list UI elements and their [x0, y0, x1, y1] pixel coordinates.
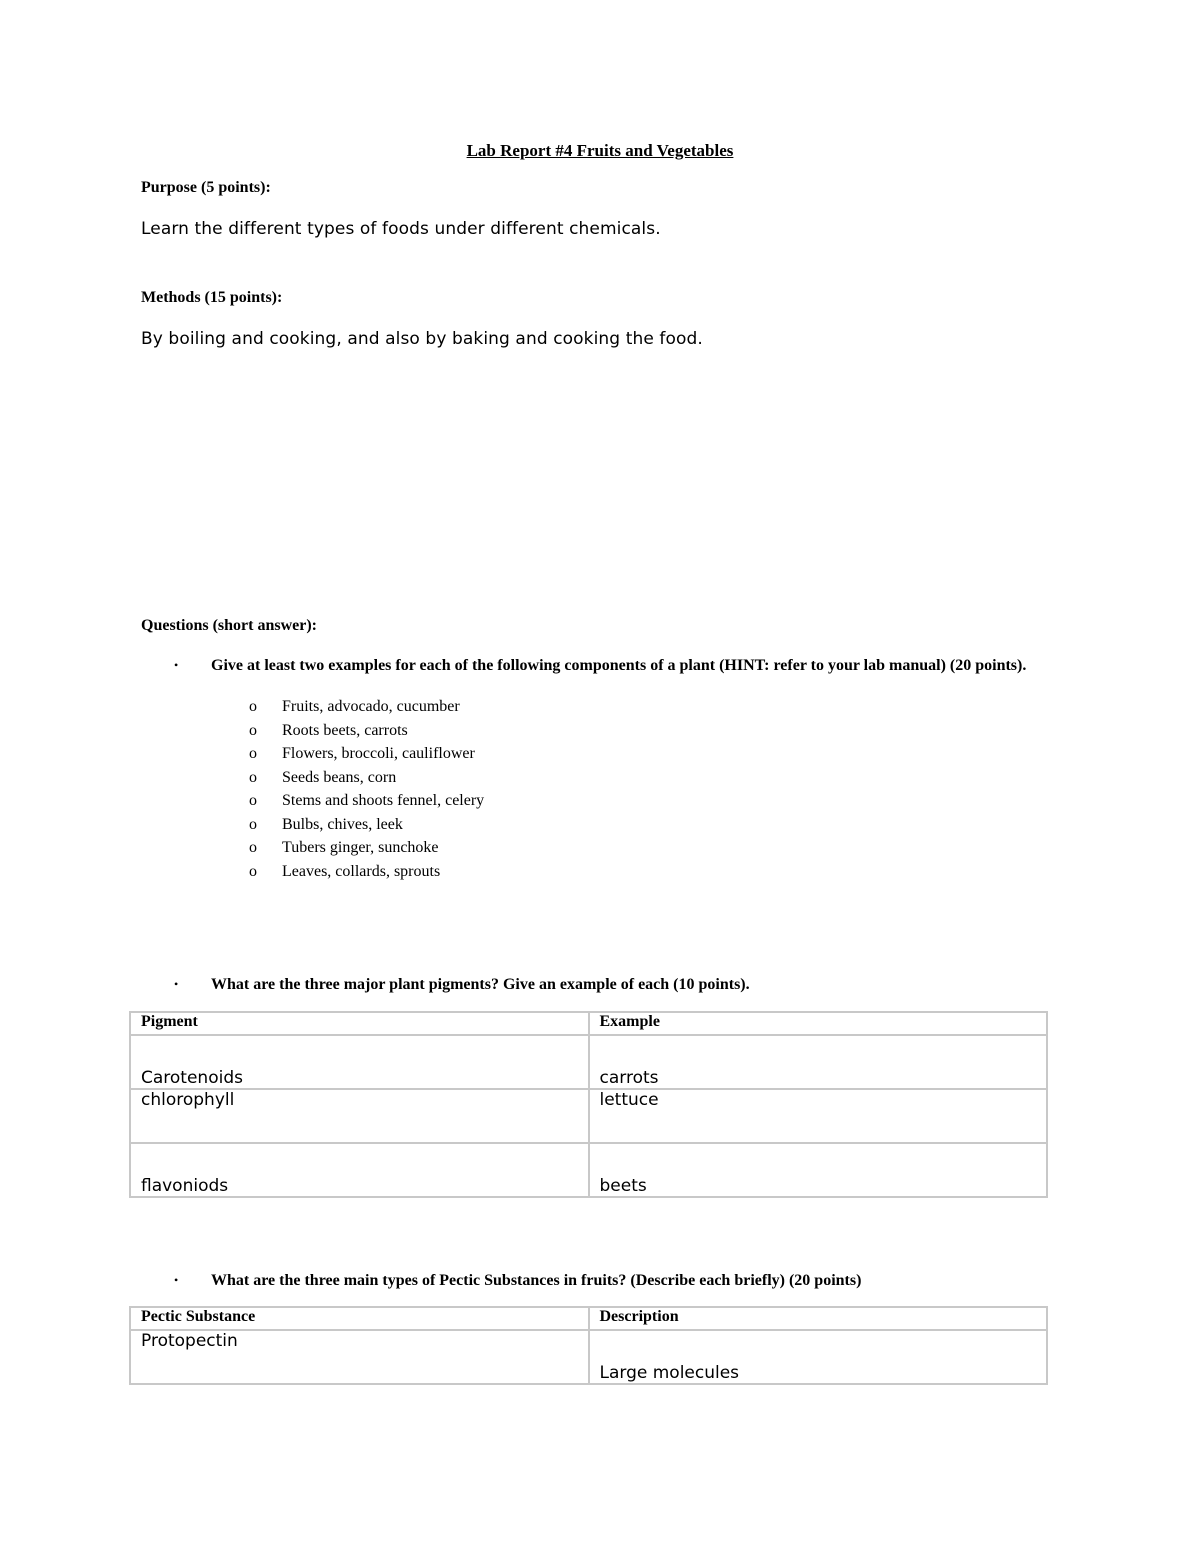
- document-title: Lab Report #4 Fruits and Vegetables: [466, 141, 734, 160]
- sub-bullet-icon: o: [249, 745, 257, 762]
- question-3-text: What are the three main types of Pectic Substances in fruits? (Describe each briefly) (20 points): [211, 1272, 862, 1289]
- list-item: [0, 816, 1200, 840]
- list-item-text: Seeds beans, corn: [282, 768, 397, 786]
- list-item: [0, 792, 1200, 816]
- bullet-icon: •: [174, 658, 179, 672]
- sub-bullet-icon: o: [249, 698, 257, 715]
- table-cell: beets: [589, 1143, 1048, 1197]
- table-cell: carrots: [589, 1035, 1048, 1089]
- sub-bullet-icon: o: [249, 862, 257, 880]
- table-row: [130, 1330, 1047, 1384]
- table-row: [130, 1143, 1047, 1197]
- sub-bullet-icon: o: [249, 815, 257, 833]
- table-cell: Carotenoids: [130, 1035, 589, 1089]
- table-header-cell: Description: [589, 1307, 1048, 1330]
- table-cell: Large molecules: [589, 1330, 1048, 1384]
- table-row: [130, 1089, 1047, 1143]
- list-item-text: Bulbs, chives, leek: [282, 815, 403, 833]
- purpose-heading: Purpose (5 points):: [141, 179, 271, 196]
- table-cell: flavoniods: [130, 1143, 589, 1197]
- table-cell: chlorophyll: [130, 1089, 589, 1143]
- list-item: [0, 839, 1200, 863]
- questions-heading: Questions (short answer):: [141, 617, 317, 634]
- list-item: [0, 769, 1200, 793]
- table-header-row: [130, 1307, 1047, 1330]
- table-row: [130, 1035, 1047, 1089]
- list-item-text: Tubers ginger, sunchoke: [282, 839, 439, 856]
- table-header-row: [130, 1012, 1047, 1035]
- list-item-text: Leaves, collards, sprouts: [282, 862, 441, 880]
- list-item-text: Fruits, advocado, cucumber: [282, 698, 460, 715]
- sub-bullet-icon: o: [249, 721, 257, 739]
- bullet-icon: •: [174, 977, 179, 991]
- list-item: [0, 698, 1200, 722]
- list-item: [0, 863, 1200, 887]
- bullet-icon: •: [174, 1273, 179, 1287]
- methods-heading: Methods (15 points):: [141, 289, 283, 306]
- table-cell: Protopectin: [130, 1330, 589, 1384]
- sub-bullet-icon: o: [249, 792, 257, 809]
- q1-list: [0, 698, 1200, 886]
- pigment-table: [129, 1011, 1048, 1198]
- methods-answer: By boiling and cooking, and also by baking and cooking the food.: [141, 329, 703, 349]
- sub-bullet-icon: o: [249, 839, 257, 856]
- pectic-substance-table: [129, 1306, 1048, 1385]
- question-1-text: Give at least two examples for each of the following components of a plant (HINT: refer to your lab manual) (20 points).: [211, 657, 1027, 674]
- sub-bullet-icon: o: [249, 768, 257, 786]
- list-item-text: Roots beets, carrots: [282, 721, 408, 739]
- table-cell: lettuce: [589, 1089, 1048, 1143]
- list-item: [0, 722, 1200, 746]
- table-header-cell: Pigment: [130, 1012, 589, 1035]
- question-2-text: What are the three major plant pigments? Give an example of each (10 points).: [211, 976, 750, 993]
- table-header-cell: Example: [589, 1012, 1048, 1035]
- list-item-text: Flowers, broccoli, cauliflower: [282, 745, 475, 762]
- table-header-cell: Pectic Substance: [130, 1307, 589, 1330]
- list-item: [0, 745, 1200, 769]
- list-item-text: Stems and shoots fennel, celery: [282, 792, 485, 809]
- purpose-answer: Learn the different types of foods under different chemicals.: [141, 219, 661, 239]
